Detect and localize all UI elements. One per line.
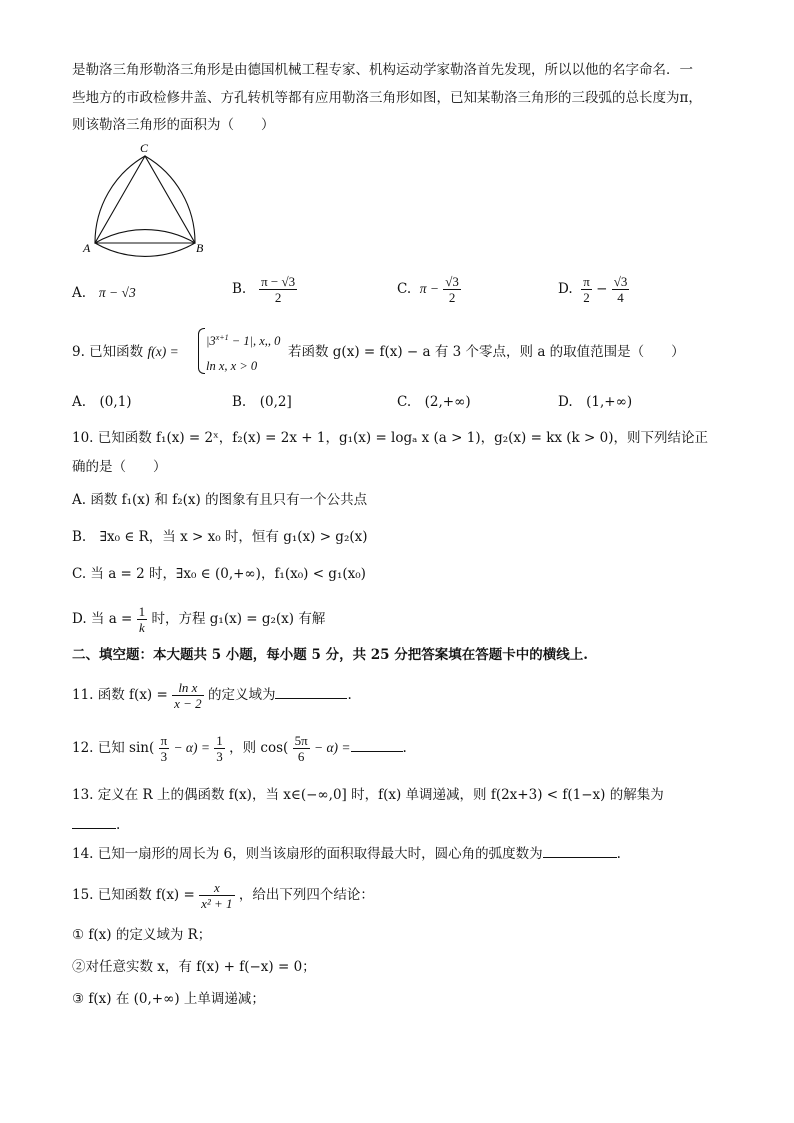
bottom-arc (95, 243, 195, 256)
q9-case-2: ln x, x > 0 (206, 359, 258, 373)
q10-d-fraction: $\frac{1}{k}$ (138, 604, 146, 635)
q11: 11. 函数 f(x) = $\frac{\text{ln x}}{x - 2}$ 的定义域为 . (72, 680, 352, 711)
q8-option-c: C. π − $\frac{√3}{2}$ (397, 274, 459, 305)
q8-line-1: 是勒洛三角形勒洛三角形是由德国机械工程专家、机构运动学家勒洛首先发现，所以以他的名字命名．一 (72, 62, 693, 78)
q15-fraction: $\frac{x}{\text{x² + 1}}$ (201, 880, 233, 911)
q12-fraction-1: $\frac{\pi}{3}$ (160, 733, 168, 764)
q10-option-d: D. 当 a = $\frac{1}{k}$ 时，方程 g₁(x) = g₂(x) 有解 (72, 604, 326, 635)
q9-option-d: D. (1,+∞) (558, 394, 633, 410)
label-a: A (83, 241, 91, 255)
q10-line-1: 10. 已知函数 f₁(x) = 2ˣ，f₂(x) = 2x + 1，g₁(x) = logₐ x (a > 1)，g₂(x) = kx (k > 0)，则下列结论正 (72, 430, 708, 446)
q9-piecewise-brace (198, 328, 205, 374)
label-b: B (196, 241, 204, 255)
q14-answer-blank[interactable] (543, 857, 617, 858)
q13-line-2: . (72, 815, 120, 835)
q10-option-a: A. 函数 f₁(x) 和 f₂(x) 的图象有且只有一个公共点 (72, 492, 368, 508)
q15: 15. 已知函数 f(x) = $\frac{x}{\text{x² + 1}}$ ，给出下列四个结论： (72, 880, 374, 911)
q8-line-3: 则该勒洛三角形的面积为（ ） (72, 117, 275, 133)
q9-suffix: 若函数 g(x) = f(x) − a 有 3 个零点，则 a 的取值范围是（ ） (288, 344, 685, 360)
q15-item-1: ① f(x) 的定义域为 R； (72, 927, 212, 943)
reuleaux-triangle-figure (80, 140, 210, 260)
q9-option-b: B. (0,2] (232, 394, 292, 410)
q8-c-fraction: $\frac{√3}{2}$ (445, 274, 459, 305)
q11-answer-blank[interactable] (275, 698, 347, 699)
q9-case-1: $|3^{x+1} - 1|$, x,, 0 (206, 333, 281, 349)
q13-line-1: 13. 定义在 R 上的偶函数 f(x)，当 x∈(−∞,0] 时，f(x) 单调递减，则 f(2x+3) < f(1−x) 的解集为 (72, 787, 664, 803)
q8-option-a: A. π − √3 (72, 285, 136, 301)
q9-prefix: 9. 已知函数 f(x) = (72, 344, 179, 360)
q8-option-b: B. $\frac{\pi - √3}{2}$ (232, 274, 296, 305)
q8-d-fraction-1: $\frac{\pi}{2}$ (583, 274, 590, 305)
q12-answer-blank[interactable] (351, 751, 403, 752)
q8-d-fraction-2: $\frac{√3}{4}$ (613, 274, 628, 305)
q9-option-c: C. (2,+∞) (397, 394, 471, 410)
q12-fraction-3: $\frac{5\pi}{6}$ (294, 733, 308, 764)
q10-option-b: B. ∃x₀ ∈ R，当 x > x₀ 时，恒有 g₁(x) > g₂(x) (72, 529, 368, 545)
q10-option-c: C. 当 a = 2 时，∃x₀ ∈ (0,+∞)，f₁(x₀) < g₁(x₀) (72, 566, 366, 582)
q12: 12. 已知 sin( $\frac{\pi}{3}$ − α) = $\frac{1}{3}$ ，则 cos( $\frac{5\pi}{6}$ − α) = . (72, 733, 407, 764)
q15-item-2: ②对任意实数 x，有 f(x) + f(−x) = 0； (72, 959, 316, 975)
q8-option-d: D. $\frac{\pi}{2}$ − $\frac{√3}{4}$ (558, 274, 628, 305)
q11-fraction: $\frac{\text{ln x}}{x - 2}$ (174, 680, 202, 711)
section-2-heading: 二、填空题：本大题共 5 小题，每小题 5 分，共 25 分把答案填在答题卡中的横线上. (72, 647, 588, 663)
q13-answer-blank[interactable] (72, 828, 116, 829)
label-c: C (140, 141, 149, 155)
q12-fraction-2: $\frac{1}{3}$ (216, 733, 223, 764)
q14: 14. 已知一扇形的周长为 6，则当该扇形的面积取得最大时，圆心角的弧度数为 . (72, 846, 621, 862)
q8-b-fraction: $\frac{\pi - √3}{2}$ (261, 274, 296, 305)
q9-option-a: A. (0,1) (72, 394, 132, 410)
q8-line-2: 些地方的市政检修井盖、方孔转机等都有应用勒洛三角形如图，已知某勒洛三角形的三段弧的总长度为π， (72, 90, 702, 106)
reuleaux-arc-outline (95, 156, 195, 243)
q15-item-3: ③ f(x) 在 (0,+∞) 上单调递减； (72, 991, 265, 1007)
q10-line-2: 确的是（ ） (72, 459, 167, 475)
